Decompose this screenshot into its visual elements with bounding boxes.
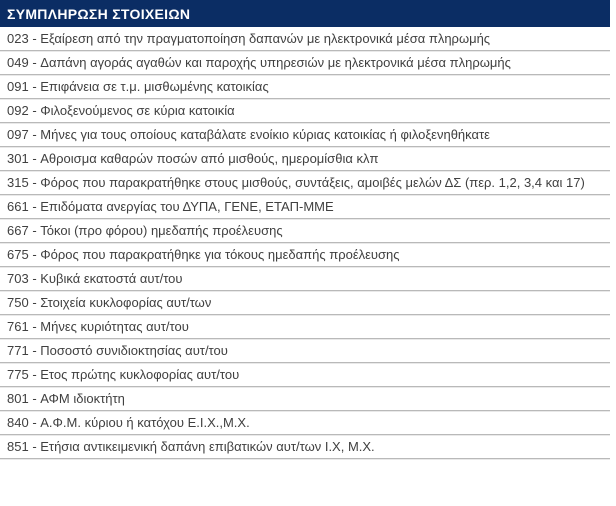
row-code: 775 (7, 367, 29, 382)
row-label: Επιφάνεια σε τ.μ. μισθωμένης κατοικίας (40, 79, 269, 94)
row-code-separator: - (28, 31, 41, 46)
row-label: Τόκοι (προ φόρου) ημεδαπής προέλευσης (40, 223, 283, 238)
code-row[interactable] (0, 75, 610, 99)
code-row[interactable] (0, 219, 610, 243)
row-code: 091 (7, 79, 29, 94)
row-code: 750 (7, 295, 29, 310)
code-row[interactable] (0, 123, 610, 147)
panel-header (0, 0, 610, 27)
row-code-separator: - (28, 415, 41, 430)
row-code: 667 (7, 223, 29, 238)
code-row[interactable] (0, 387, 610, 411)
row-code: 801 (7, 391, 29, 406)
codes-list (0, 27, 610, 459)
row-code: 023 (7, 31, 29, 46)
row-code: 840 (7, 415, 29, 430)
row-label: Εξαίρεση από την πραγματοποίηση δαπανών με ηλεκτρονικά μέσα πληρωμής (40, 31, 491, 46)
code-row[interactable] (0, 27, 610, 51)
row-label: Ποσοστό συνιδιοκτησίας αυτ/του (40, 343, 228, 358)
row-code: 097 (7, 127, 29, 142)
row-code-separator: - (28, 271, 41, 286)
row-label: Φόρος που παρακρατήθηκε στους μισθούς, συντάξεις, αμοιβές μελών ΔΣ (περ. 1,2, 3,4 και 17) (40, 175, 585, 190)
code-row[interactable] (0, 291, 610, 315)
row-code-separator: - (28, 79, 41, 94)
row-label: Ετήσια αντικειμενική δαπάνη επιβατικών αυτ/των Ι.Χ, Μ.Χ. (40, 439, 375, 454)
row-label: Δαπάνη αγοράς αγαθών και παροχής υπηρεσιών με ηλεκτρονικά μέσα πληρωμής (40, 55, 511, 70)
row-code-separator: - (28, 367, 41, 382)
code-row[interactable] (0, 171, 610, 195)
code-row[interactable] (0, 195, 610, 219)
row-code-separator: - (28, 343, 41, 358)
row-code: 315 (7, 175, 29, 190)
row-code-separator: - (28, 247, 41, 262)
row-code-separator: - (28, 103, 41, 118)
row-code-separator: - (28, 295, 41, 310)
row-code: 049 (7, 55, 29, 70)
row-code-separator: - (28, 55, 41, 70)
code-row[interactable] (0, 243, 610, 267)
row-code-separator: - (28, 319, 41, 334)
row-label: Στοιχεία κυκλοφορίας αυτ/των (40, 295, 212, 310)
row-code: 761 (7, 319, 29, 334)
row-code: 661 (7, 199, 29, 214)
row-code: 092 (7, 103, 29, 118)
row-code-separator: - (28, 391, 41, 406)
row-label: Επιδόματα ανεργίας του ΔΥΠΑ, ΓΕΝΕ, ΕΤΑΠ-ΜΜΕ (40, 199, 334, 214)
row-code: 703 (7, 271, 29, 286)
code-row[interactable] (0, 99, 610, 123)
code-row[interactable] (0, 51, 610, 75)
row-code-separator: - (28, 199, 41, 214)
row-code-separator: - (28, 151, 41, 166)
panel-title: ΣΥΜΠΛΗΡΩΣΗ ΣΤΟΙΧΕΙΩΝ (7, 5, 191, 22)
row-label: Φόρος που παρακρατήθηκε για τόκους ημεδαπής προέλευσης (40, 247, 400, 262)
row-code: 675 (7, 247, 29, 262)
row-label: Μήνες για τους οποίους καταβάλατε ενοίκιο κύριας κατοικίας ή φιλοξενηθήκατε (40, 127, 490, 142)
row-label: Α.Φ.Μ. κύριου ή κατόχου Ε.Ι.Χ.,Μ.Χ. (40, 415, 250, 430)
row-label: Φιλοξενούμενος σε κύρια κατοικία (40, 103, 235, 118)
code-row[interactable] (0, 411, 610, 435)
row-label: Ετος πρώτης κυκλοφορίας αυτ/του (40, 367, 240, 382)
code-row[interactable] (0, 339, 610, 363)
row-label: Κυβικά εκατοστά αυτ/του (40, 271, 183, 286)
row-code-separator: - (28, 439, 41, 454)
code-row[interactable] (0, 147, 610, 171)
row-code-separator: - (28, 223, 41, 238)
row-label: Μήνες κυριότητας αυτ/του (40, 319, 189, 334)
row-code-separator: - (28, 127, 41, 142)
row-code: 771 (7, 343, 29, 358)
code-row[interactable] (0, 435, 610, 459)
code-row[interactable] (0, 315, 610, 339)
code-row[interactable] (0, 267, 610, 291)
row-code-separator: - (28, 175, 41, 190)
row-label: Αθροισμα καθαρών ποσών από μισθούς, ημερομίσθια κλπ (40, 151, 379, 166)
row-label: ΑΦΜ ιδιοκτήτη (40, 391, 125, 406)
code-row[interactable] (0, 363, 610, 387)
row-code: 851 (7, 439, 29, 454)
row-code: 301 (7, 151, 29, 166)
